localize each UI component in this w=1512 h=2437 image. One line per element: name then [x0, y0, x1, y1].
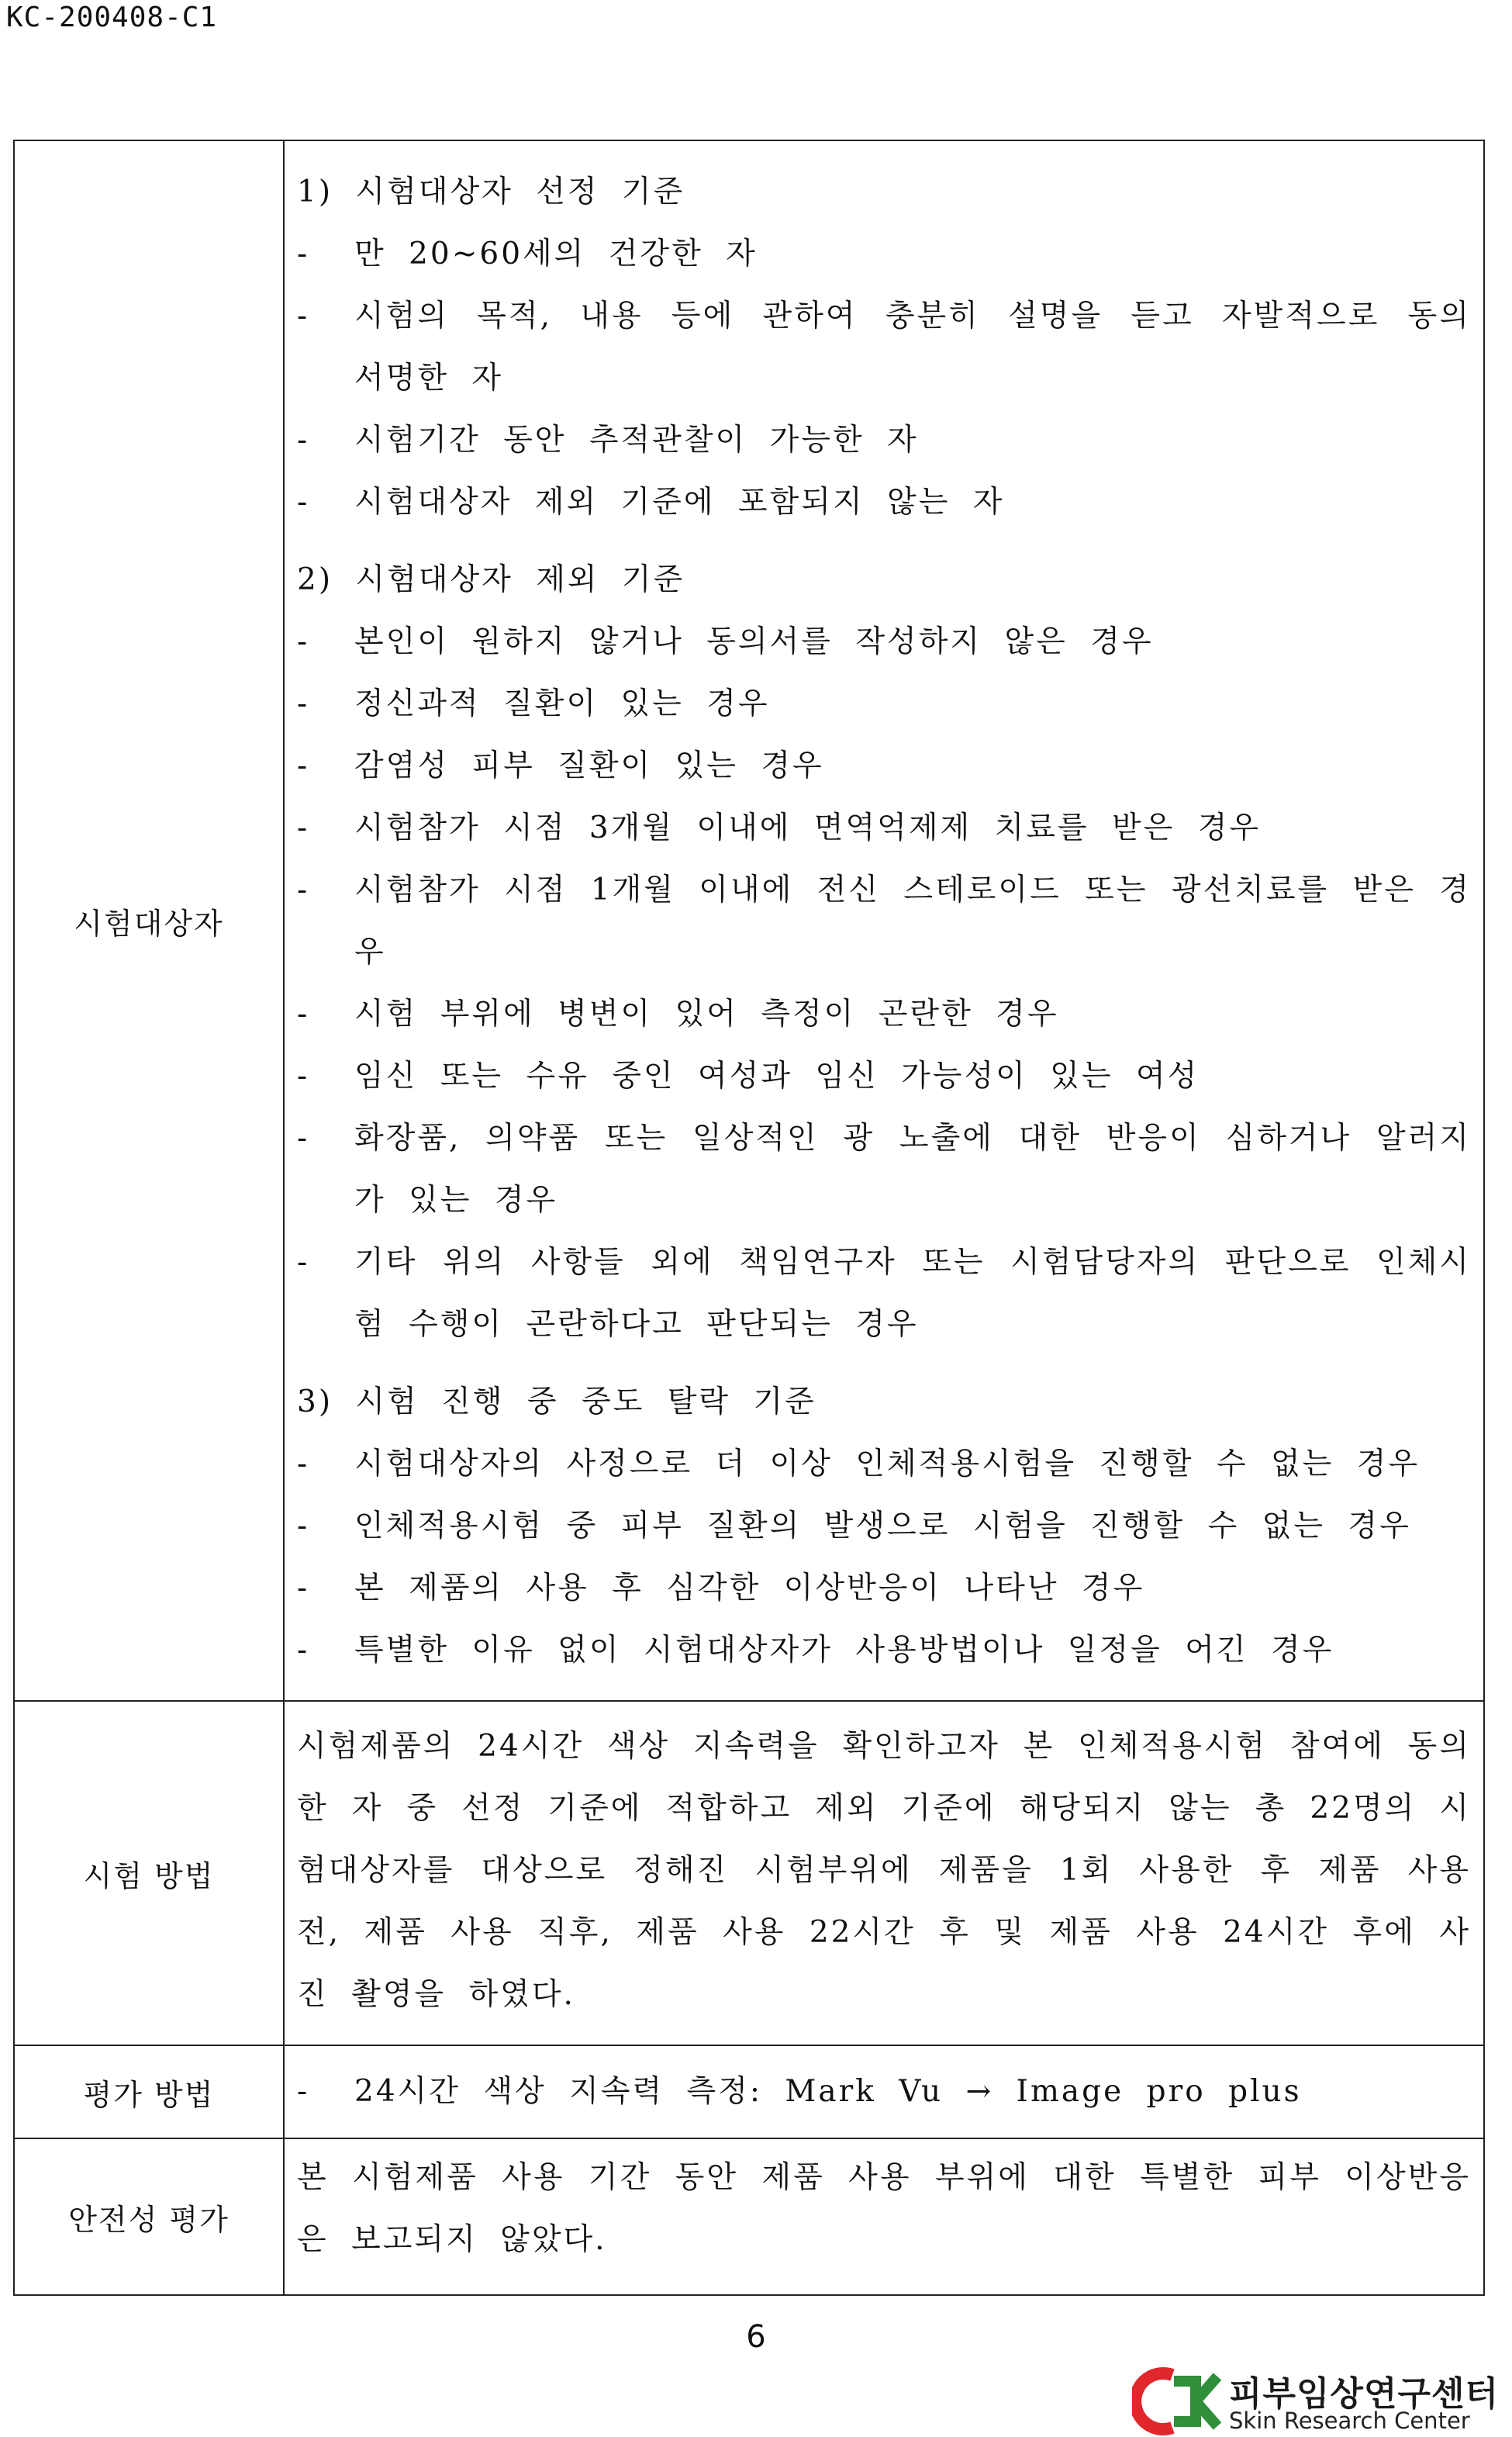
list-item	[297, 223, 1471, 285]
list-item-text: 만 20~60세의 건강한 자	[354, 237, 758, 271]
page-number: 6	[746, 2319, 766, 2355]
label-subjects: 시험대상자	[14, 140, 284, 1701]
evaluation-list	[297, 2061, 1471, 2123]
list-item	[297, 1495, 1471, 1557]
bullet-dash: -	[297, 811, 310, 845]
inclusion-list	[297, 223, 1471, 534]
exclusion-criteria	[297, 549, 1471, 1356]
list-item-text: 시험기간 동안 추적관찰이 가능한 자	[354, 423, 919, 458]
list-item	[297, 1557, 1471, 1619]
bullet-dash: -	[297, 873, 310, 907]
skin-research-center-logo	[1132, 2366, 1500, 2435]
bullet-dash: -	[297, 423, 310, 458]
bullet-dash: -	[297, 748, 310, 783]
logo-text-english: Skin Research Center	[1229, 2408, 1470, 2434]
kc-logo-icon	[1132, 2366, 1224, 2435]
bullet-dash: -	[297, 237, 310, 271]
inclusion-criteria	[297, 161, 1471, 534]
list-item	[297, 1232, 1471, 1356]
label-safety: 안전성 평가	[14, 2138, 284, 2295]
list-item	[297, 1046, 1471, 1108]
list-item	[297, 1433, 1471, 1495]
list-item-text: 기타 위의 사항들 외에 책임연구자 또는 시험담당자의 판단으로 인체시험 수행이 곤란하다고 판단되는 경우	[354, 1245, 1471, 1342]
list-item	[297, 983, 1471, 1046]
row-evaluation	[14, 2045, 1484, 2138]
list-item	[297, 1108, 1471, 1232]
row-subjects	[14, 140, 1484, 1701]
list-item	[297, 673, 1471, 735]
dropout-title: 3) 시험 진행 중 중도 탈락 기준	[297, 1384, 816, 1419]
dropout-list	[297, 1433, 1471, 1682]
row-method	[14, 1701, 1484, 2045]
list-item-text: 임신 또는 수유 중인 여성과 임신 가능성이 있는 여성	[354, 1059, 1200, 1094]
list-item	[297, 285, 1471, 410]
list-item	[297, 735, 1471, 797]
list-item-text: 24시간 색상 지속력 측정: Mark Vu → Image pro plus	[354, 2074, 1302, 2109]
bullet-dash: -	[297, 624, 310, 659]
list-item	[297, 859, 1471, 983]
bullet-dash: -	[297, 1571, 310, 1606]
cell-evaluation	[284, 2045, 1484, 2138]
safety-text: 본 시험제품 사용 기간 동안 제품 사용 부위에 대한 특별한 피부 이상반응은 보고되지 않았다.	[297, 2160, 1471, 2257]
bullet-dash: -	[297, 1509, 310, 1543]
list-item-text: 화장품, 의약품 또는 일상적인 광 노출에 대한 반응이 심하거나 알러지가 있는 경우	[354, 1121, 1471, 1218]
list-item-text: 본인이 원하지 않거나 동의서를 작성하지 않은 경우	[354, 624, 1154, 659]
list-item-text: 시험대상자 제외 기준에 포함되지 않는 자	[354, 485, 1005, 520]
bullet-dash: -	[297, 1245, 310, 1280]
row-safety	[14, 2138, 1484, 2295]
cell-method	[284, 1701, 1484, 2045]
bullet-dash: -	[297, 485, 310, 520]
cell-subjects	[284, 140, 1484, 1701]
list-item-text: 시험참가 시점 3개월 이내에 면역억제제 치료를 받은 경우	[354, 811, 1262, 845]
list-item-text: 시험의 목적, 내용 등에 관하여 충분히 설명을 듣고 자발적으로 동의 서명한 자	[354, 299, 1471, 396]
list-item-text: 정신과적 질환이 있는 경우	[354, 686, 770, 721]
dropout-criteria	[297, 1371, 1471, 1682]
exclusion-title: 2) 시험대상자 제외 기준	[297, 562, 685, 597]
bullet-dash: -	[297, 2074, 310, 2109]
bullet-dash: -	[297, 1633, 310, 1668]
document-code: KC-200408-C1	[6, 2, 218, 33]
method-text: 시험제품의 24시간 색상 지속력을 확인하고자 본 인체적용시험 참여에 동의한 자 중 선정 기준에 적합하고 제외 기준에 해당되지 않는 총 22명의 시험대상자를 대상으로 정해진 시험부위에 제품을 1회 사용한 후 제품 사용 전, 제품 사용 직후, 제품 사용 22시간 후 및 제품 사용 24시간 후에 사진 촬영을 하였다.	[297, 1729, 1471, 2012]
bullet-dash: -	[297, 1121, 310, 1156]
exclusion-list	[297, 611, 1471, 1356]
list-item-text: 본 제품의 사용 후 심각한 이상반응이 나타난 경우	[354, 1571, 1145, 1606]
label-method: 시험 방법	[14, 1701, 284, 2045]
list-item-text: 시험대상자의 사정으로 더 이상 인체적용시험을 진행할 수 없는 경우	[354, 1447, 1421, 1481]
list-item-text: 특별한 이유 없이 시험대상자가 사용방법이나 일정을 어긴 경우	[354, 1633, 1334, 1668]
bullet-dash: -	[297, 686, 310, 721]
bullet-dash: -	[297, 1447, 310, 1481]
list-item-text: 인체적용시험 중 피부 질환의 발생으로 시험을 진행할 수 없는 경우	[354, 1509, 1411, 1543]
list-item	[297, 1619, 1471, 1682]
list-item	[297, 472, 1471, 534]
list-item-text: 감염성 피부 질환이 있는 경우	[354, 748, 824, 783]
list-item	[297, 2061, 1471, 2123]
bullet-dash: -	[297, 299, 310, 334]
bullet-dash: -	[297, 997, 310, 1032]
cell-safety	[284, 2138, 1484, 2295]
list-item-text: 시험참가 시점 1개월 이내에 전신 스테로이드 또는 광선치료를 받은 경우	[354, 873, 1471, 970]
list-item	[297, 611, 1471, 673]
logo-text-korean: 피부임상연구센터	[1229, 2374, 1500, 2414]
label-evaluation: 평가 방법	[14, 2045, 284, 2138]
list-item-text: 시험 부위에 병변이 있어 측정이 곤란한 경우	[354, 997, 1059, 1032]
list-item	[297, 797, 1471, 859]
list-item	[297, 410, 1471, 472]
test-info-table	[13, 140, 1485, 2296]
bullet-dash: -	[297, 1059, 310, 1094]
inclusion-title: 1) 시험대상자 선정 기준	[297, 175, 685, 209]
